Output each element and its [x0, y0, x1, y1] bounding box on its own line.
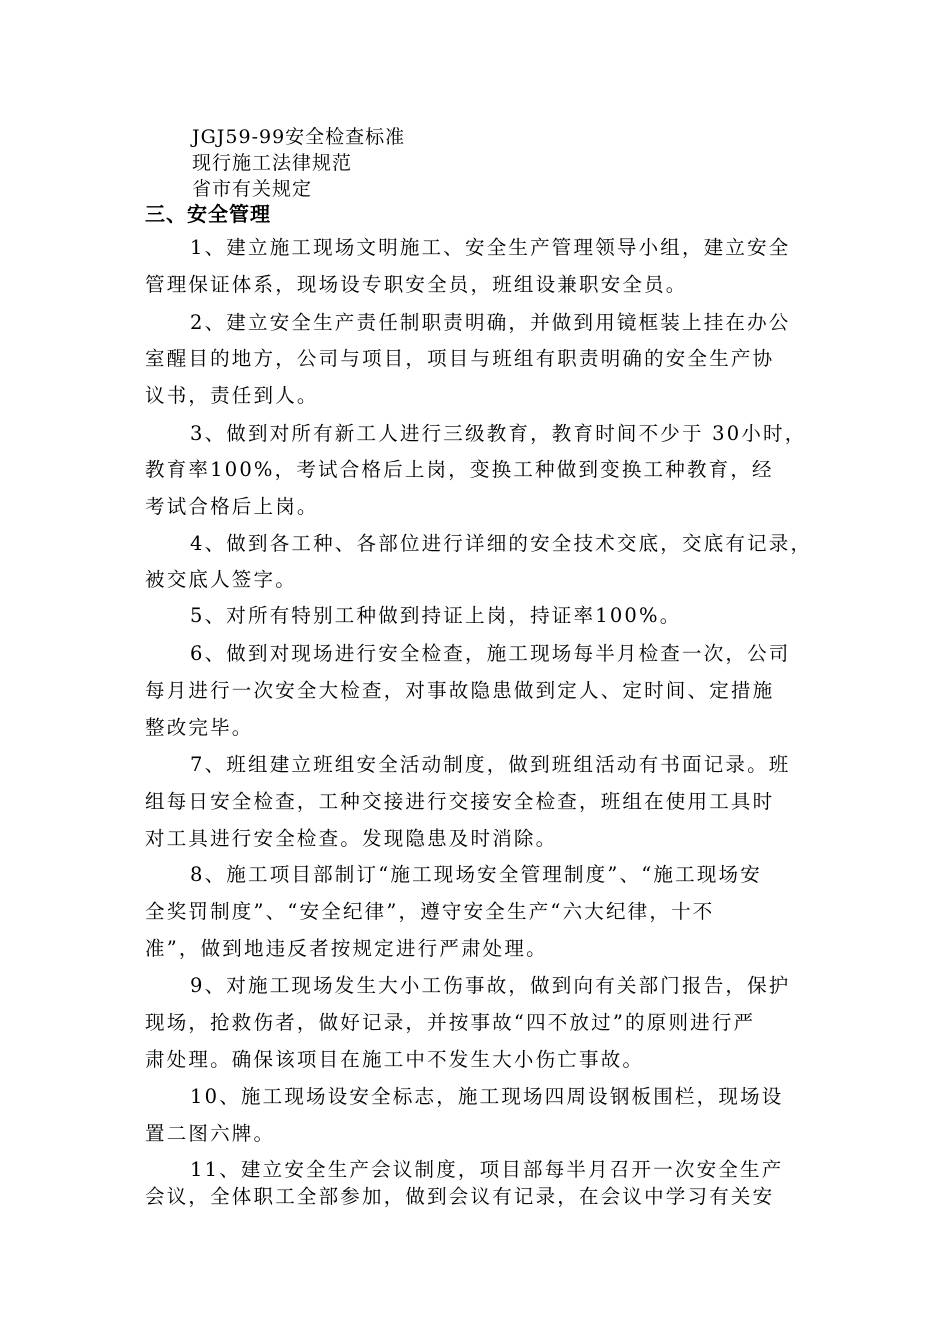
text-line: 组每日安全检查，工种交接进行交接安全检查，班组在使用工具时 [145, 790, 775, 813]
text-line: 7、班组建立班组安全活动制度，做到班组活动有书面记录。班 [190, 753, 791, 776]
text-line: 1、建立施工现场文明施工、安全生产管理领导小组，建立安全 [190, 236, 791, 259]
text-line: 整改完毕。 [145, 716, 254, 739]
reference-line: 省市有关规定 [192, 178, 313, 200]
text-line: 3、做到对所有新工人进行三级教育，教育时间不少于 30小时， [190, 422, 807, 445]
text-line: 对工具进行安全检查。发现隐患及时消除。 [145, 827, 558, 850]
text-line: 每月进行一次安全大检查，对事故隐患做到定人、定时间、定措施 [145, 679, 775, 702]
text-line: 管理保证体系，现场设专职安全员，班组设兼职安全员。 [145, 273, 688, 296]
text-line: 考试合格后上岗。 [145, 495, 319, 518]
reference-line: 现行施工法律规范 [192, 152, 353, 174]
text-line: 被交底人签字。 [145, 568, 297, 591]
text-line: 6、做到对现场进行安全检查，施工现场每半月检查一次，公司 [190, 642, 791, 665]
text-line: 议书，责任到人。 [145, 384, 319, 407]
text-line: 2、建立安全生产责任制职责明确，并做到用镜框装上挂在办公 [190, 311, 791, 334]
text-line: 11、建立安全生产会议制度，项目部每半月召开一次安全生产 [190, 1158, 784, 1181]
text-line: 4、做到各工种、各部位进行详细的安全技术交底，交底有记录， [190, 532, 813, 555]
text-line: 室醒目的地方，公司与项目，项目与班组有职责明确的安全生产协 [145, 347, 775, 370]
text-line: 教育率100%，考试合格后上岗，变换工种做到变换工种教育，经 [145, 458, 774, 481]
text-line: 置二图六牌。 [145, 1122, 276, 1145]
reference-line: JGJ59-99安全检查标准 [192, 126, 406, 148]
text-line: 5、对所有特别工种做到持证上岗，持证率100%。 [190, 604, 682, 627]
text-line: 8、施工项目部制订“施工现场安全管理制度”、“施工现场安 [190, 863, 762, 886]
text-line: 肃处理。确保该项目在施工中不发生大小伤亡事故。 [145, 1048, 645, 1071]
text-line: 10、施工现场设安全标志，施工现场四周设钢板围栏，现场设 [190, 1085, 784, 1108]
text-line: 会议，全体职工全部参加，做到会议有记录，在会议中学习有关安 [145, 1185, 775, 1208]
text-line: 现场，抢救伤者，做好记录，并按事故“四不放过”的原则进行严 [145, 1011, 756, 1034]
text-line: 全奖罚制度”、“安全纪律”，遵守安全生产“六大纪律，十不 [145, 900, 715, 923]
text-line: 准”，做到地违反者按规定进行严肃处理。 [145, 937, 548, 960]
section-title: 三、安全管理 [145, 202, 271, 226]
text-line: 9、对施工现场发生大小工伤事故，做到向有关部门报告，保护 [190, 974, 791, 997]
